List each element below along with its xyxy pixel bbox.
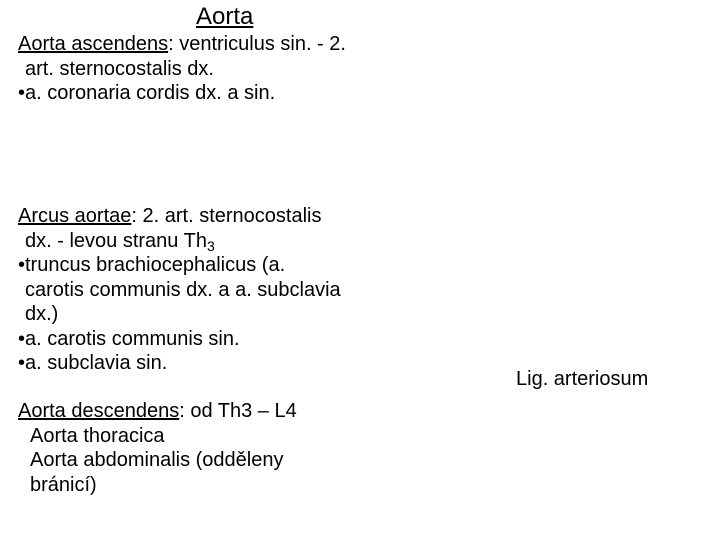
descendens-line-1: [18, 399, 297, 424]
arcus-line-3: •truncus brachiocephalicus (a.: [18, 254, 286, 276]
descendens-line-4: bránicí): [30, 473, 97, 496]
descendens-line-2: Aorta thoracica: [30, 424, 165, 447]
slide-title: Aorta: [196, 3, 254, 30]
lig-arteriosum-label: Lig. arteriosum: [516, 368, 649, 390]
arcus-line-7: •a. subclavia sin.: [18, 352, 168, 374]
arcus-line-5: dx.): [25, 303, 59, 325]
aorta-descendens-section: [18, 399, 297, 497]
arcus-line-6: •a. carotis communis sin.: [18, 327, 240, 350]
ascendens-line-2: art. sternocostalis dx.: [25, 57, 214, 80]
arcus-aortae-section: [18, 204, 341, 376]
ascendens-line-3: •a. coronaria cordis dx. a sin.: [18, 82, 276, 104]
descendens-line-3: Aorta abdominalis (odděleny: [30, 449, 284, 471]
aorta-ascendens-section: [18, 32, 346, 106]
arcus-line-2-subscript: 3: [206, 237, 215, 254]
ascendens-line-1-text: : ventriculus sin. - 2.: [168, 33, 346, 55]
arcus-line-2: [18, 229, 341, 254]
ascendens-heading: Aorta ascendens: [18, 33, 169, 55]
ascendens-line-1: [18, 32, 346, 57]
descendens-line-1-text: : od Th3 – L4: [179, 400, 297, 422]
arcus-line-2-text: dx. - levou stranu Th: [25, 229, 207, 252]
arcus-heading: Arcus aortae: [18, 205, 132, 227]
arcus-line-4: carotis communis dx. a a. subclavia: [25, 278, 341, 301]
descendens-heading: Aorta descendens: [18, 400, 180, 422]
arcus-line-1: [18, 204, 341, 229]
arcus-line-1-text: : 2. art. sternocostalis: [131, 205, 322, 227]
